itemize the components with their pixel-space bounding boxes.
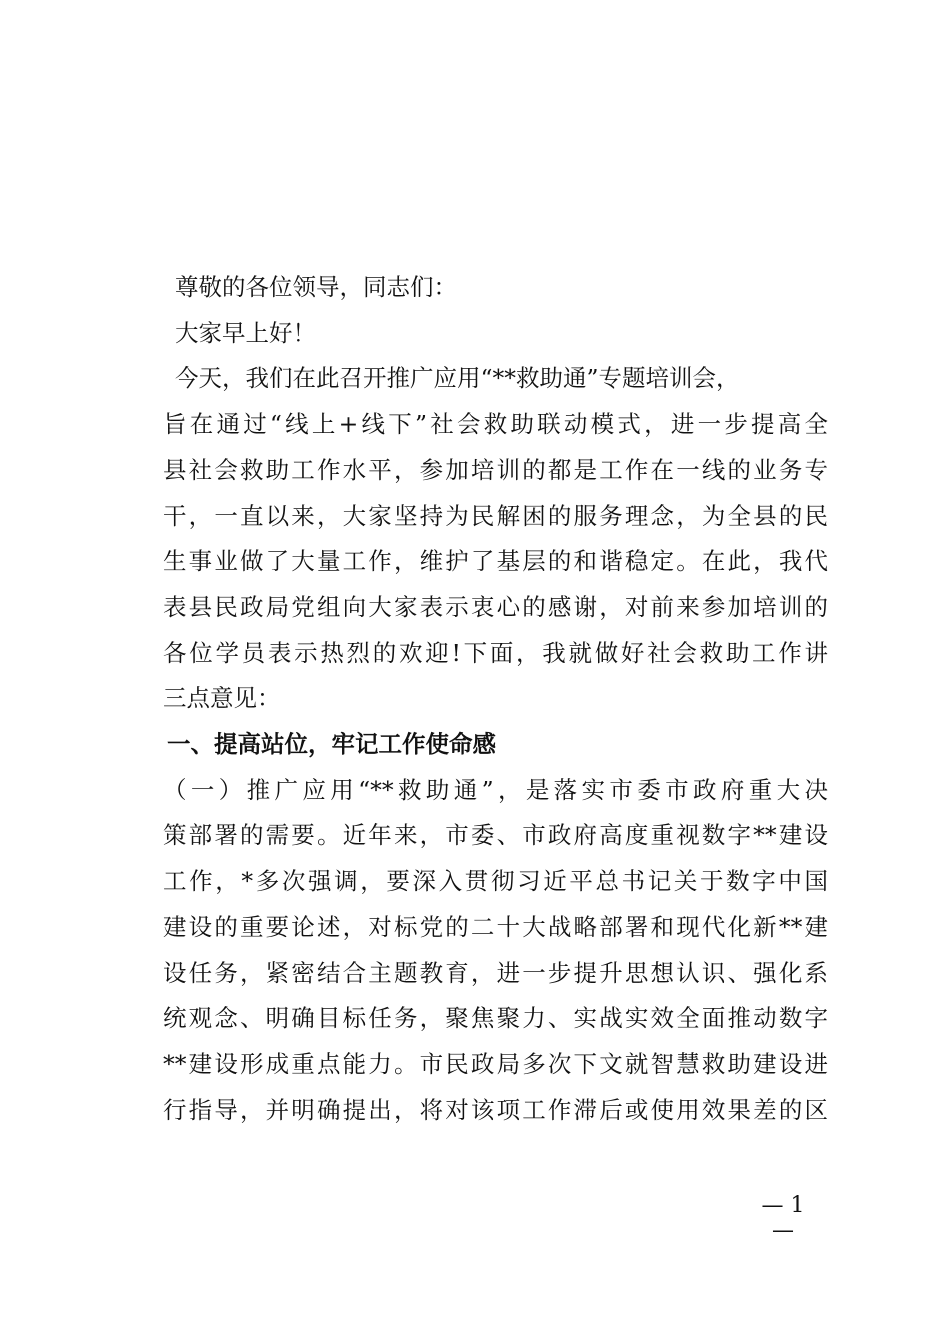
intro-line: 三点意见： — [163, 684, 281, 713]
subsection-line: **建设形成重点能力。市民政局多次下文就智慧救助建设进 — [163, 1049, 828, 1078]
intro-line: 县社会救助工作水平，参加培训的都是工作在一线的业务专 — [163, 455, 828, 484]
intro-line: 生事业做了大量工作，维护了基层的和谐稳定。在此，我代 — [163, 547, 828, 576]
subsection-line: 工作，*多次强调，要深入贯彻习近平总书记关于数字中国 — [163, 867, 828, 896]
intro-line: 今天，我们在此召开推广应用“**救助通”专题培训会， — [175, 364, 740, 393]
page-number: — 1 — — [761, 1193, 805, 1243]
section-heading: 一、提高站位，牢记工作使命感 — [167, 730, 496, 759]
intro-line: 干，一直以来，大家坚持为民解困的服务理念，为全县的民 — [163, 501, 828, 530]
intro-line: 各位学员表示热烈的欢迎!下面，我就做好社会救助工作讲 — [163, 638, 828, 667]
intro-line: 旨在通过“线上+线下”社会救助联动模式，进一步提高全 — [163, 410, 828, 439]
subsection-line: 建设的重要论述，对标党的二十大战略部署和现代化新**建 — [163, 912, 828, 941]
subsection-line: 策部署的需要。近年来，市委、市政府高度重视数字**建设 — [163, 821, 828, 850]
subsection-line: 行指导，并明确提出，将对该项工作滞后或使用效果差的区 — [163, 1095, 828, 1124]
subsection-line: 统观念、明确目标任务，聚焦聚力、实战实效全面推动数字 — [163, 1004, 828, 1033]
subsection-line: （一）推广应用“**救助通”，是落实市委市政府重大决 — [163, 775, 828, 804]
document-body — [163, 265, 828, 1133]
subsection-line: 设任务，紧密结合主题教育，进一步提升思想认识、强化系 — [163, 958, 828, 987]
greeting: 尊敬的各位领导，同志们： — [175, 273, 457, 301]
salutation: 大家早上好！ — [175, 318, 316, 347]
intro-line: 表县民政局党组向大家表示衷心的感谢，对前来参加培训的 — [163, 592, 828, 621]
